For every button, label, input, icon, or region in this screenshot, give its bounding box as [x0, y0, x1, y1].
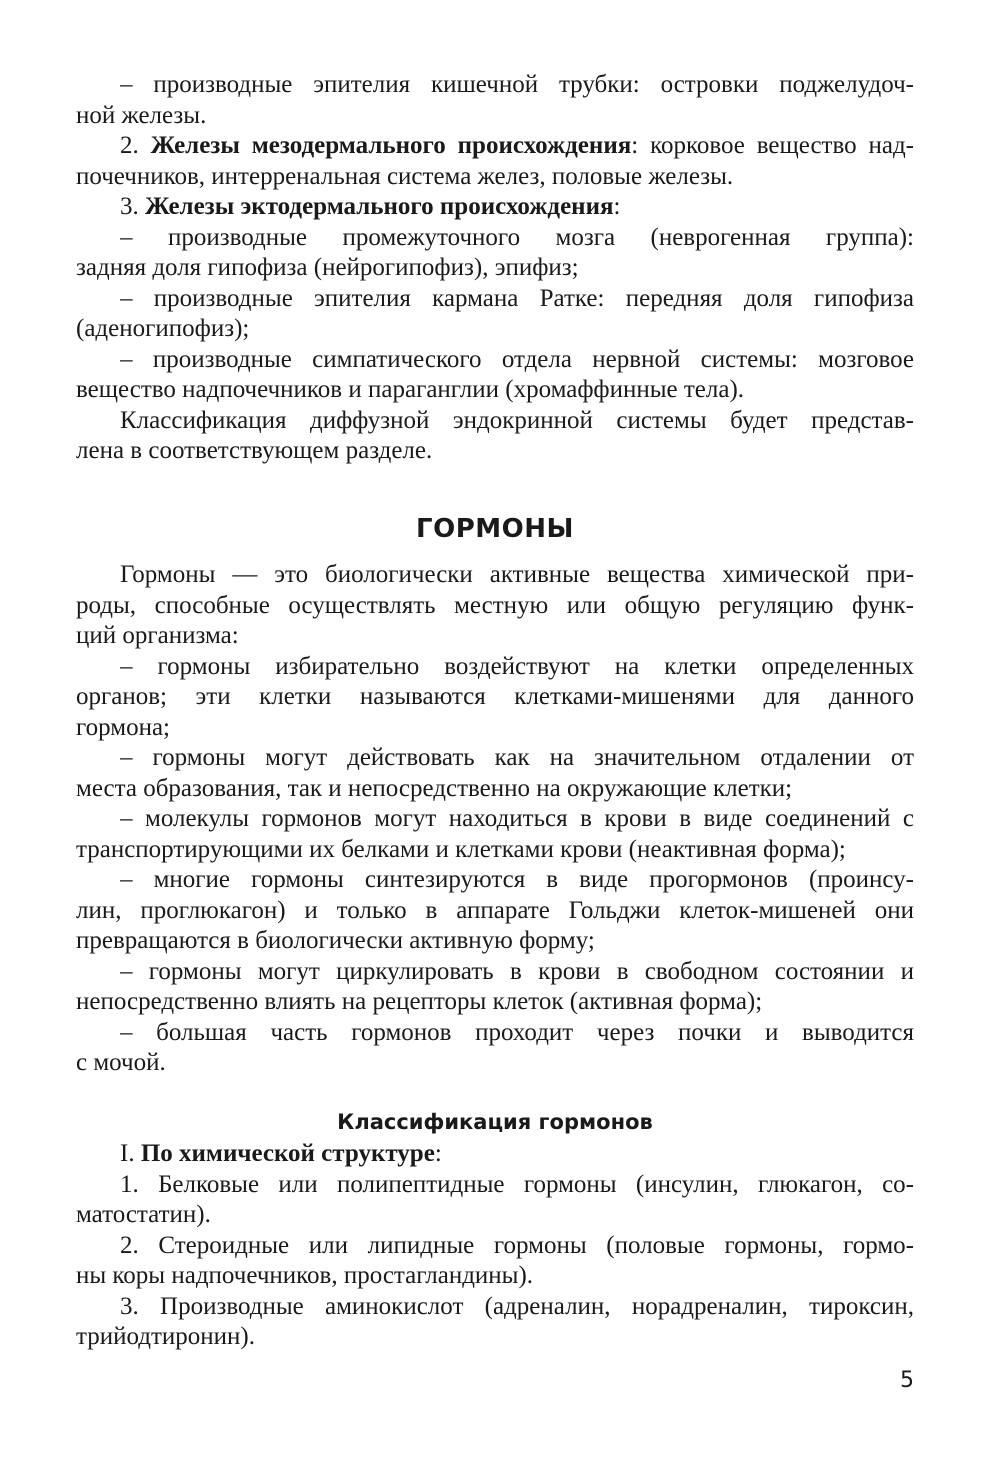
item-number: 2.: [120, 132, 139, 159]
text-line: матостатин).: [76, 1201, 211, 1228]
text-line: лена в соответствующем разделе.: [76, 437, 433, 464]
bold-term: Железы эктодермального происхождения: [145, 193, 614, 220]
text-line: гормона;: [76, 714, 170, 741]
text-line: ной железы.: [76, 102, 207, 129]
text-line: Классификация диффузной эндокринной системы будет представ-: [120, 407, 914, 434]
text-line: – производные эпителия кармана Ратке: передняя доля гипофиза: [120, 285, 914, 312]
page-number: 5: [900, 1368, 914, 1393]
text-line: места образования, так и непосредственно на окружающие клетки;: [76, 775, 793, 802]
text-line: органов; эти клетки называются клетками-мишенями для данного: [76, 683, 914, 710]
text-line: – производные эпителия кишечной трубки: островки поджелудоч-: [120, 71, 914, 98]
text-line: ны коры надпочечников, простагландины).: [76, 1262, 534, 1289]
list-item-2: [120, 131, 914, 161]
text-line: – гормоны избирательно воздействуют на клетки определенных: [120, 653, 914, 680]
text-line: 3. Производные аминокислот (адреналин, норадреналин, тироксин,: [120, 1293, 914, 1320]
text-run: :: [434, 1140, 442, 1167]
item-number: 3.: [120, 193, 139, 220]
text-line: – гормоны могут циркулировать в крови в свободном состоянии и: [120, 958, 914, 985]
text-line: – многие гормоны синтезируются в виде прогормонов (проинсу-: [120, 866, 914, 893]
text-line: 2. Стероидные или липидные гормоны (половые гормоны, гормо-: [120, 1232, 914, 1259]
text-line: трийодтиронин).: [76, 1323, 256, 1350]
text-line: – производные промежуточного мозга (неврогенная группа):: [120, 224, 914, 251]
text-line: задняя доля гипофиза (нейрогипофиз), эпифиз;: [76, 254, 579, 281]
text-line: Гормоны — это биологически активные вещества химической при-: [120, 561, 914, 588]
text-line: с мочой.: [76, 1049, 166, 1076]
text-line: – производные симпатического отдела нервной системы: мозговое: [120, 346, 914, 373]
text-line: – большая часть гормонов проходит через почки и выводится: [120, 1019, 914, 1046]
text-line: транспортирующими их белками и клетками крови (неактивная форма);: [76, 836, 846, 863]
text-line: вещество надпочечников и параганглии (хромаффинные тела).: [76, 376, 745, 403]
text-line: превращаются в биологически активную форму;: [76, 927, 595, 954]
classification-section-title: [120, 1139, 914, 1169]
text-line: – гормоны могут действовать как на значительном отдалении от: [120, 744, 914, 771]
text-line: лин, проглюкагон) и только в аппарате Гольджи клеток-мишеней они: [76, 897, 914, 924]
bold-term: По химической структуре: [140, 1140, 435, 1167]
text-line: (аденогипофиз);: [76, 315, 250, 342]
text-line: непосредственно влиять на рецепторы клеток (активная форма);: [76, 988, 763, 1015]
text-line: 1. Белковые или полипептидные гормоны (инсулин, глюкагон, со-: [120, 1171, 914, 1198]
list-item-3: [120, 192, 914, 222]
section-heading: ГОРМОНЫ: [416, 514, 574, 544]
subsection-heading: Классификация гормонов: [337, 1110, 653, 1134]
text-run: : корковое вещество над-: [631, 132, 914, 159]
text-line: почечников, интерренальная система желез, половые железы.: [76, 163, 734, 190]
text-run: :: [613, 193, 621, 220]
bold-term: Железы мезодермального происхождения: [150, 132, 632, 159]
section-number: I.: [120, 1140, 135, 1167]
text-line: – молекулы гормонов могут находиться в крови в виде соединений с: [120, 805, 914, 832]
text-line: роды, способные осуществлять местную или общую регуляцию функ-: [76, 592, 914, 619]
text-line: ций организма:: [76, 622, 239, 649]
